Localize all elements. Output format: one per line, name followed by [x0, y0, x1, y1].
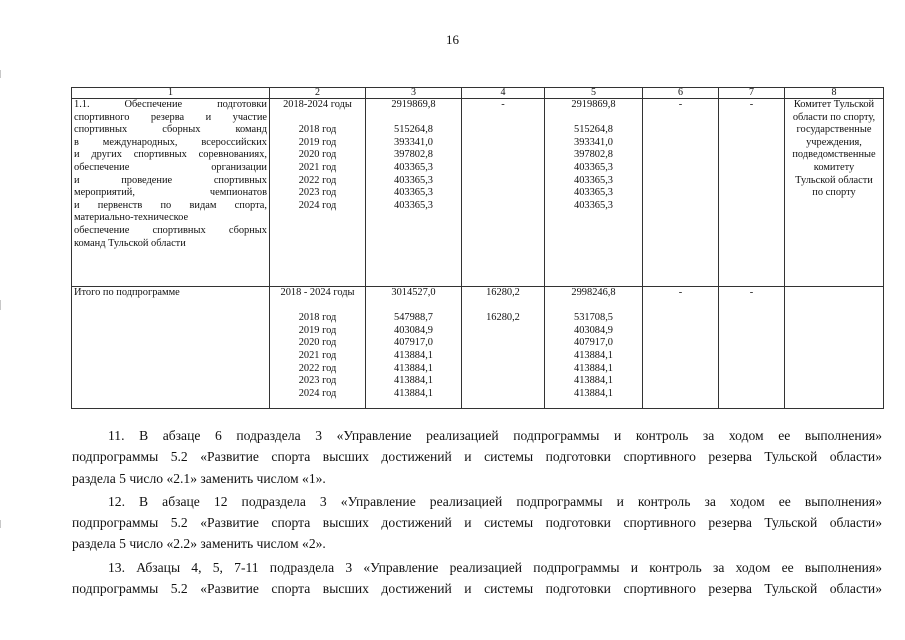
value-total: - [501, 99, 505, 110]
value-year: 413884,1 [574, 375, 613, 387]
executor-line: области по спорту, [792, 111, 876, 123]
value-year: 413884,1 [574, 362, 613, 374]
paragraph-line: 13. Абзацы 4, 5, 7-11 подраздела 3 «Управление реализацией подпрограммы и контроль за ходом ее выполнения» [108, 559, 882, 575]
year-label: 2023 год [298, 375, 337, 387]
page-number: 16 [446, 32, 459, 47]
column-header: 5 [545, 88, 643, 99]
total-funding-cell [366, 287, 462, 409]
federal-funding-cell [462, 287, 545, 409]
measure-name-line: спортивного резерва и участие [74, 111, 267, 123]
value-year: 403365,3 [394, 187, 433, 199]
measure-name-line: обеспечение спортивных сборных [74, 224, 267, 236]
measure-name-line: и первенств по видам спорта, [74, 199, 267, 211]
paragraph-line: подпрограммы 5.2 «Развитие спорта высших достижений и системы подготовки спортивного резерва Тульской области» [72, 449, 882, 465]
column-header: 1 [72, 88, 270, 99]
value-year: 413884,1 [574, 387, 613, 399]
measure-name-line: материально-техническое [74, 212, 189, 224]
period-cell [270, 99, 366, 287]
executor-line: комитету [813, 161, 855, 173]
year-label: 2021 год [298, 349, 337, 361]
table-row-subprogram-total [72, 287, 884, 409]
executor-line: по спорту [812, 187, 856, 199]
measure-name-line: мероприятий, чемпионатов [74, 187, 267, 199]
column-header: 4 [462, 88, 545, 99]
value-year: 403365,3 [394, 174, 433, 186]
table-row-measure-1-1 [72, 99, 884, 287]
value-year: 403365,3 [574, 199, 613, 211]
value-year: 403084,9 [394, 324, 433, 336]
value-year: 413884,1 [574, 349, 613, 361]
scan-edge-mark [0, 70, 1, 78]
table-header-row [72, 88, 884, 99]
value-total: - [749, 99, 754, 110]
value-year: 403365,3 [574, 161, 613, 173]
value-total: - [749, 287, 754, 298]
executor-line: государственные [796, 124, 872, 136]
subprogram-total-label: Итого по подпрограмме [74, 287, 180, 298]
local-funding-cell [643, 287, 719, 409]
measure-name-line: спортивных сборных команд [74, 124, 267, 136]
scan-edge-mark [0, 300, 1, 310]
value-year: 403365,3 [574, 187, 613, 199]
regional-funding-cell [545, 287, 643, 409]
value-year: 413884,1 [394, 362, 433, 374]
value-total: 3014527,0 [391, 287, 436, 298]
year-label: 2022 год [298, 174, 337, 186]
measure-name-line: обеспечение организации [74, 161, 267, 173]
value-year: 403365,3 [574, 174, 613, 186]
column-header: 7 [719, 88, 785, 99]
amendment-paragraph-11 [72, 425, 882, 489]
measure-name-line: команд Тульской области [74, 237, 186, 249]
measure-name-cell [72, 99, 270, 287]
value-year: 397802,8 [574, 149, 613, 161]
column-header: 6 [643, 88, 719, 99]
year-label: 2022 год [298, 362, 337, 374]
executor-cell [785, 99, 884, 287]
executor-line: Комитет Тульской [793, 99, 875, 110]
year-label: 2023 год [298, 187, 337, 199]
value-year: 403365,3 [394, 199, 433, 211]
paragraph-line: подпрограммы 5.2 «Развитие спорта высших достижений и системы подготовки спортивного резерва Тульской области» [72, 581, 882, 597]
value-year: 547988,7 [394, 312, 433, 324]
value-year: 393341,0 [394, 136, 433, 148]
financing-table [71, 87, 884, 409]
paragraph-line: 12. В абзаце 12 подраздела 3 «Управление реализацией подпрограммы и контроль за ходом ее выполнения» [108, 493, 882, 509]
value-total: - [678, 99, 683, 110]
measure-name-line: 1.1. Обеспечение подготовки [74, 99, 267, 110]
value-total: - [678, 287, 683, 298]
regional-funding-cell [545, 99, 643, 287]
value-year: 413884,1 [394, 375, 433, 387]
amendments-text [72, 425, 882, 599]
total-funding-cell [366, 99, 462, 287]
year-label: 2021 год [298, 161, 337, 173]
column-header: 3 [366, 88, 462, 99]
measure-name-line: и проведение спортивных [74, 174, 267, 186]
year-label: 2018 год [298, 312, 337, 324]
federal-funding-cell [462, 99, 545, 287]
paragraph-line: подпрограммы 5.2 «Развитие спорта высших достижений и системы подготовки спортивного резерва Тульской области» [72, 515, 882, 531]
year-label: 2019 год [298, 324, 337, 336]
executor-line: подведомственные [792, 149, 876, 161]
year-label: 2024 год [298, 387, 337, 399]
measure-name-cell [72, 287, 270, 409]
other-funding-cell [719, 99, 785, 287]
value-year: 531708,5 [574, 312, 613, 324]
scan-edge-mark [0, 520, 1, 528]
value-year: 413884,1 [394, 349, 433, 361]
value-year: 413884,1 [394, 387, 433, 399]
value-total: 2919869,8 [571, 99, 616, 110]
column-header: 2 [270, 88, 366, 99]
value-year: 403084,9 [574, 324, 613, 336]
year-label: 2024 год [298, 199, 337, 211]
year-label: 2018 год [298, 124, 337, 136]
year-label: 2020 год [298, 149, 337, 161]
column-header: 8 [785, 88, 884, 99]
period-total-label: 2018 - 2024 годы [280, 287, 355, 298]
amendment-paragraph-12 [72, 491, 882, 555]
value-year: 515264,8 [574, 124, 613, 136]
paragraph-line: раздела 5 число «2.2» заменить числом «2». [72, 536, 326, 552]
measure-name-line: и других спортивных соревнованиях, [74, 149, 267, 161]
paragraph-line: 11. В абзаце 6 подраздела 3 «Управление реализацией подпрограммы и контроль за ходом ее выполнения» [108, 428, 882, 443]
value-total: 2998246,8 [571, 287, 616, 298]
value-year: 393341,0 [574, 136, 613, 148]
year-label: 2019 год [298, 136, 337, 148]
value-total: 2919869,8 [391, 99, 436, 110]
local-funding-cell [643, 99, 719, 287]
executor-line: Тульской области [795, 174, 873, 186]
period-cell [270, 287, 366, 409]
value-year: 407917,0 [574, 337, 613, 349]
value-year: 515264,8 [394, 124, 433, 136]
year-label: 2020 год [298, 337, 337, 349]
period-total-label: 2018-2024 годы [283, 99, 352, 110]
executor-cell [785, 287, 884, 409]
value-total: 16280,2 [486, 287, 520, 298]
measure-name-line: в международных, всероссийских [74, 136, 267, 148]
value-year: 403365,3 [394, 161, 433, 173]
value-year: 407917,0 [394, 337, 433, 349]
other-funding-cell [719, 287, 785, 409]
value-year: 397802,8 [394, 149, 433, 161]
value-year: 16280,2 [486, 312, 520, 324]
paragraph-line: раздела 5 число «2.1» заменить числом «1». [72, 470, 326, 486]
amendment-paragraph-13 [72, 557, 882, 600]
executor-line: учреждения, [806, 136, 862, 148]
